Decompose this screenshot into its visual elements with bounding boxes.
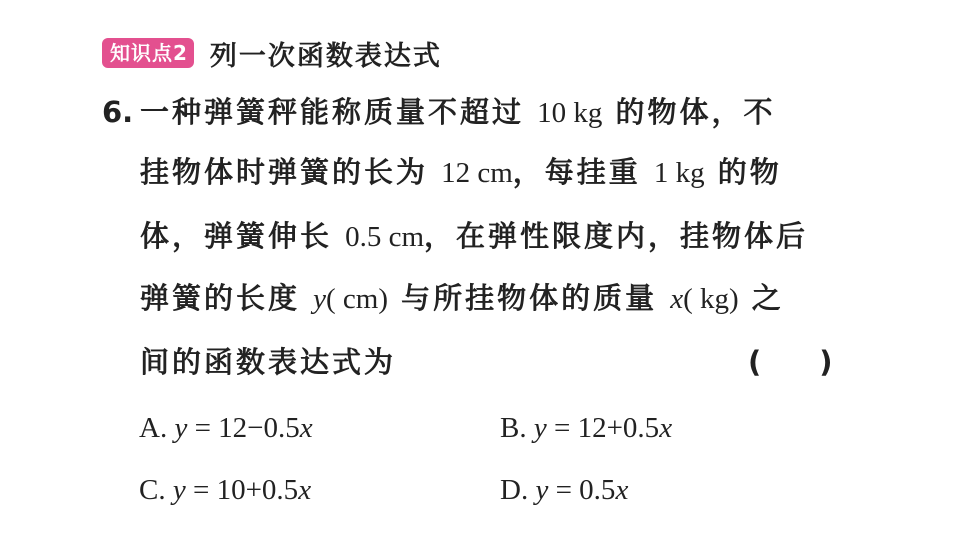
knowledge-point-badge: 知识点2 bbox=[102, 38, 194, 68]
question-text: 与所挂物体的质量 bbox=[387, 281, 671, 315]
question-line-3 bbox=[140, 216, 808, 256]
question-line-4 bbox=[140, 278, 784, 318]
option-expression: = 12−0.5 bbox=[187, 412, 300, 444]
option-b[interactable] bbox=[500, 408, 672, 448]
question-text: 的物 bbox=[704, 155, 782, 189]
variable-x: x bbox=[298, 474, 312, 506]
option-expression: = 0.5 bbox=[548, 474, 616, 506]
question-line-5 bbox=[140, 342, 396, 382]
unit: ( cm) bbox=[325, 283, 388, 315]
question-line-2 bbox=[140, 152, 782, 192]
question-text: ，在弹性限度内，挂物体后 bbox=[424, 219, 809, 253]
section-header bbox=[102, 36, 442, 70]
question-text: 体，弹簧伸长 bbox=[140, 219, 346, 253]
option-label: B. bbox=[500, 412, 527, 444]
question-text: 的物体，不 bbox=[602, 95, 776, 129]
option-a[interactable] bbox=[139, 408, 313, 448]
variable-y: y bbox=[535, 474, 549, 506]
question-text: 一种弹簧秤能称质量不超过 bbox=[140, 95, 538, 129]
variable-x: x bbox=[615, 474, 629, 506]
option-label: D. bbox=[500, 474, 529, 506]
variable-y: y bbox=[174, 412, 188, 444]
variable-x: x bbox=[299, 412, 313, 444]
question-text: ，每挂重 bbox=[512, 155, 654, 189]
quantity: 0.5 cm bbox=[345, 221, 425, 253]
option-expression: = 10+0.5 bbox=[185, 474, 299, 506]
option-label: A. bbox=[139, 412, 168, 444]
variable-y: y bbox=[172, 474, 186, 506]
quantity: 1 kg bbox=[653, 157, 705, 189]
option-label: C. bbox=[139, 474, 166, 506]
question-number: 6. bbox=[102, 95, 134, 129]
variable-x: x bbox=[670, 283, 684, 315]
question-text: 间的函数表达式为 bbox=[140, 345, 397, 379]
question-text: 弹簧的长度 bbox=[140, 281, 314, 315]
quantity: 10 kg bbox=[537, 97, 603, 129]
variable-y: y bbox=[313, 283, 326, 315]
question-line-1 bbox=[140, 92, 775, 132]
section-title: 列一次函数表达式 bbox=[209, 40, 442, 72]
option-d[interactable] bbox=[500, 470, 628, 510]
question-text: 之 bbox=[738, 281, 784, 315]
unit: ( kg) bbox=[683, 283, 739, 315]
question-text: 挂物体时弹簧的长为 bbox=[140, 155, 442, 189]
variable-x: x bbox=[659, 412, 673, 444]
answer-blank[interactable]: ( ) bbox=[748, 345, 833, 379]
variable-y: y bbox=[533, 412, 547, 444]
option-c[interactable] bbox=[139, 470, 311, 510]
option-expression: = 12+0.5 bbox=[546, 412, 660, 444]
quantity: 12 cm bbox=[441, 157, 513, 189]
